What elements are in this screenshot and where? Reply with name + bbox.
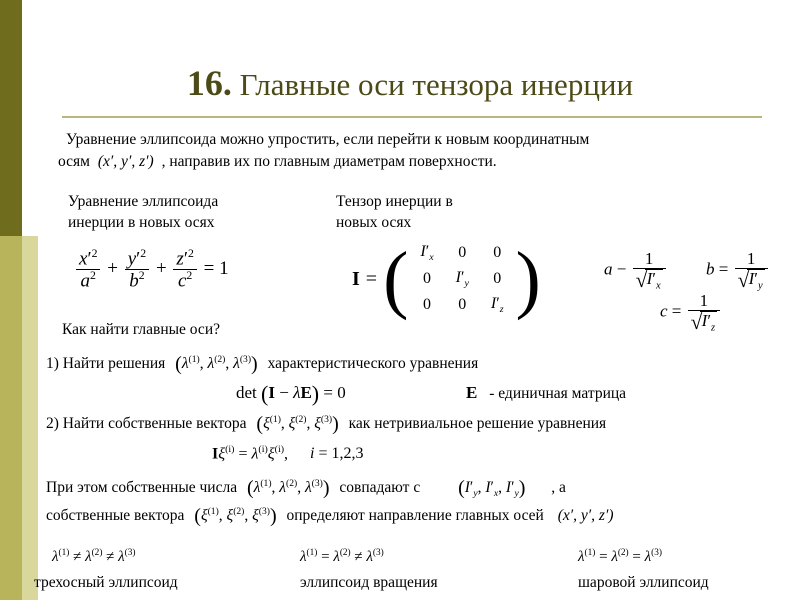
right-header-line2: новых осях bbox=[336, 214, 412, 231]
eigenvector-equation: $I\xi^{(i)} = \lambda^{(i)}\xi^{(i)}$, i = 1,2,3 bbox=[212, 444, 364, 463]
intro-line-2 bbox=[58, 152, 778, 171]
matrix-right-bracket: ) bbox=[515, 236, 541, 321]
axis-a-fraction: 1 √ $I'_x$ bbox=[633, 250, 666, 291]
ellipsoid-term-2: $\frac{y'^2}{b^2}$ bbox=[125, 248, 149, 292]
unit-matrix-note bbox=[466, 382, 626, 403]
inertia-tensor-matrix bbox=[352, 236, 541, 321]
case-3-math: $\lambda^{(1)} = \lambda^{(2)} = \lambda^{(3)}$ bbox=[578, 548, 662, 565]
intro-line-1: Уравнение эллипсоида можно упростить, если перейти к новым координатным bbox=[66, 131, 590, 148]
matrix-cell: 0 bbox=[458, 296, 467, 314]
decorative-bar-olive bbox=[0, 236, 22, 600]
case-2-label: эллипсоид вращения bbox=[300, 574, 438, 591]
conclusion-line-1 bbox=[46, 476, 566, 501]
axis-relation-c: c = 1 √ $I'_z$ bbox=[660, 292, 722, 333]
intro-coords-math: (x′, y′, z′) bbox=[97, 153, 158, 170]
step-1 bbox=[46, 352, 478, 377]
conclusion-prefix: При этом собственные числа bbox=[46, 479, 238, 497]
intro-line2-after: , направив их по главным диаметрам поверхности. bbox=[161, 153, 497, 170]
step2-suffix: как нетривиальное решение уравнения bbox=[348, 415, 607, 433]
conclusion-middle: совпадают с bbox=[339, 479, 421, 497]
step2-xi-set: ($\xi^{(1)}$, $\xi^{(2)}$, $\xi^{(3)}$) bbox=[256, 413, 339, 435]
step2-prefix: 2) Найти собственные вектора bbox=[46, 415, 247, 433]
step1-lambda-set: ($\lambda^{(1)}$, $\lambda^{(2)}$, $\lambda^{(3)}$) bbox=[175, 353, 258, 375]
left-header-line2: инерции в новых осях bbox=[68, 214, 215, 231]
conclusion-axes-set: (x′, y′, z′) bbox=[557, 507, 614, 525]
case-1-math: $\lambda^{(1)} \ne \lambda^{(2)} \ne \lambda^{(3)}$ bbox=[52, 548, 136, 565]
conclusion-lambda-set: ($\lambda^{(1)}$, $\lambda^{(2)}$, $\lambda^{(3)}$) bbox=[246, 477, 330, 499]
title-number: 16. bbox=[186, 63, 232, 103]
tensor-symbol: I bbox=[352, 267, 360, 290]
step1-suffix: характеристического уравнения bbox=[267, 355, 479, 373]
matrix-cell: 0 bbox=[458, 244, 467, 262]
unit-matrix-text: - единичная матрица bbox=[489, 385, 627, 402]
decorative-bar-white-top bbox=[22, 0, 38, 236]
matrix-row bbox=[409, 292, 514, 318]
case-3-label: шаровой эллипсоид bbox=[578, 574, 709, 591]
plus-2: + bbox=[155, 258, 167, 280]
unit-matrix-symbol: E bbox=[466, 383, 478, 402]
matrix-row bbox=[409, 240, 514, 266]
matrix-row bbox=[409, 266, 514, 292]
page-title bbox=[60, 62, 760, 104]
characteristic-equation: det (I − λE) = 0 bbox=[236, 381, 346, 406]
decorative-bar-pale bbox=[22, 236, 38, 600]
case-1-label: трехосный эллипсоид bbox=[34, 574, 178, 591]
conclusion2-middle: определяют направление главных осей bbox=[286, 507, 544, 525]
axis-b-fraction: 1 √ $I'_y$ bbox=[735, 250, 768, 291]
matrix-cell: $I'_y$ bbox=[455, 269, 469, 290]
how-to-question: Как найти главные оси? bbox=[62, 321, 220, 338]
title-divider bbox=[62, 116, 762, 118]
ellipsoid-equation bbox=[74, 248, 229, 292]
case-2-math: $\lambda^{(1)} = \lambda^{(2)} \ne \lambda^{(3)}$ bbox=[300, 548, 384, 565]
axis-relation-a: a − 1 √ $I'_x$ bbox=[604, 250, 668, 291]
intro-line2-before: осям bbox=[58, 153, 90, 170]
matrix-cell: 0 bbox=[493, 270, 502, 288]
title-text: Главные оси тензора инерции bbox=[239, 67, 634, 102]
matrix-left-bracket: ( bbox=[383, 236, 409, 321]
left-header-line1: Уравнение эллипсоида bbox=[68, 193, 219, 210]
step-2 bbox=[46, 412, 606, 437]
conclusion2-prefix: собственные вектора bbox=[46, 507, 185, 525]
decorative-bar-dark bbox=[0, 0, 22, 236]
matrix-cell: $I'_x$ bbox=[420, 243, 434, 264]
plus-1: + bbox=[107, 258, 118, 280]
tensor-equals: = bbox=[365, 267, 378, 290]
conclusion-line-2 bbox=[46, 504, 614, 529]
ellipsoid-term-3: $\frac{z'^2}{c^2}$ bbox=[173, 248, 196, 292]
matrix-cell: $I'_z$ bbox=[490, 295, 504, 316]
matrix-cell: 0 bbox=[423, 270, 431, 288]
ellipsoid-rhs: = 1 bbox=[203, 258, 229, 280]
matrix-cell: 0 bbox=[493, 244, 502, 262]
right-header-line1: Тензор инерции в bbox=[336, 193, 453, 210]
conclusion-xi-set: ($\xi^{(1)}$, $\xi^{(2)}$, $\xi^{(3)}$) bbox=[194, 505, 277, 527]
step1-prefix: 1) Найти решения bbox=[46, 355, 166, 373]
conclusion-suffix: , а bbox=[551, 479, 566, 497]
conclusion-inertia-set: ($I'_y$, $I'_x$, $I'_y$) bbox=[458, 477, 526, 500]
axis-relation-b: b = 1 √ $I'_y$ bbox=[706, 250, 770, 291]
matrix-body bbox=[409, 240, 514, 319]
axis-c-fraction: 1 √ $I'_z$ bbox=[688, 292, 721, 333]
matrix-cell: 0 bbox=[423, 296, 431, 314]
ellipsoid-term-1: $\frac{x'^2}{a^2}$ bbox=[76, 248, 100, 292]
